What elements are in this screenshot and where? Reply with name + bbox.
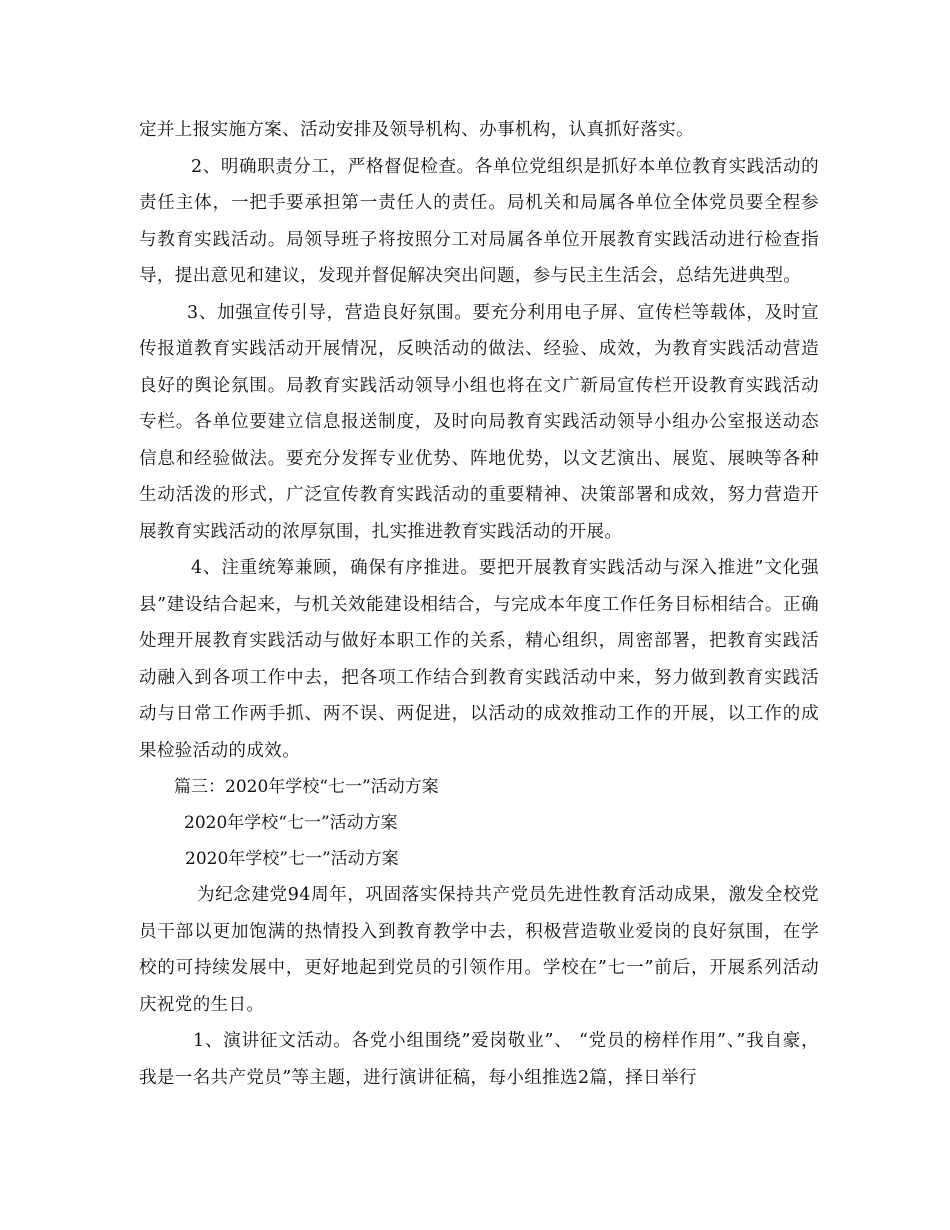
paragraph-intro: 为纪念建党94周年，巩固落实保持共产党员先进性教育活动成果，激发全校党员干部以更加饱满的热情投入到教育教学中去，积极营造敬业爱岗的良好氛围，在学校的可持续发展中，更好地起到党员的引领作用。学校在”七一”前后，开展系列活动庆祝党的生日。	[139, 885, 819, 1015]
document-subtitle: 2020年学校”七一”活动方案	[185, 849, 399, 869]
section-heading: 篇三：2020年学校“七一”活动方案	[174, 777, 439, 797]
paragraph-item-4: 4、注重统筹兼顾，确保有序推进。要把开展教育实践活动与深入推进”文化强县”建设结合起来，与机关效能建设相结合，与完成本年度工作任务目标相结合。正确处理开展教育实践活动与做好本职工作的关系，精心组织，周密部署，把教育实践活动融入到各项工作中去，把各项工作结合到教育实践活动中来，努力做到教育实践活动与日常工作两手抓、两不误、两促进，以活动的成效推动工作的开展，以工作的成果检验活动的成效。	[139, 558, 819, 761]
document-body	[139, 112, 819, 1096]
document-title: 2020年学校“七一”活动方案	[184, 813, 398, 833]
paragraph-item-2: 2、明确职责分工，严格督促检查。各单位党组织是抓好本单位教育实践活动的责任主体，一把手要承担第一责任人的责任。局机关和局属各单位全体党员要全程参与教育实践活动。局领导班子将按照分工对局属各单位开展教育实践活动进行检查指导，提出意见和建议，发现并督促解决突出问题，参与民主生活会，总结先进典型。	[139, 156, 819, 286]
paragraph-activity-1: 1、演讲征文活动。各党小组围绕”爱岗敬业”、 “党员的榜样作用”、”我自豪，我是一名共产党员”等主题，进行演讲征稿，每小组推选2篇，择日举行	[139, 1031, 819, 1088]
paragraph-continuation: 定并上报实施方案、活动安排及领导机构、办事机构，认真抓好落实。	[139, 120, 694, 140]
paragraph-item-3: 3、加强宣传引导，营造良好氛围。要充分利用电子屏、宣传栏等载体，及时宣传报道教育实践活动开展情况，反映活动的做法、经验、成效，为教育实践活动营造良好的舆论氛围。局教育实践活动领导小组也将在文广新局宣传栏开设教育实践活动专栏。各单位要建立信息报送制度，及时向局教育实践活动领导小组办公室报送动态信息和经验做法。要充分发挥专业优势、阵地优势，以文艺演出、展览、展映等各种生动活泼的形式，广泛宣传教育实践活动的重要精神、决策部署和成效，努力营造开展教育实践活动的浓厚氛围，扎实推进教育实践活动的开展。	[139, 302, 819, 542]
